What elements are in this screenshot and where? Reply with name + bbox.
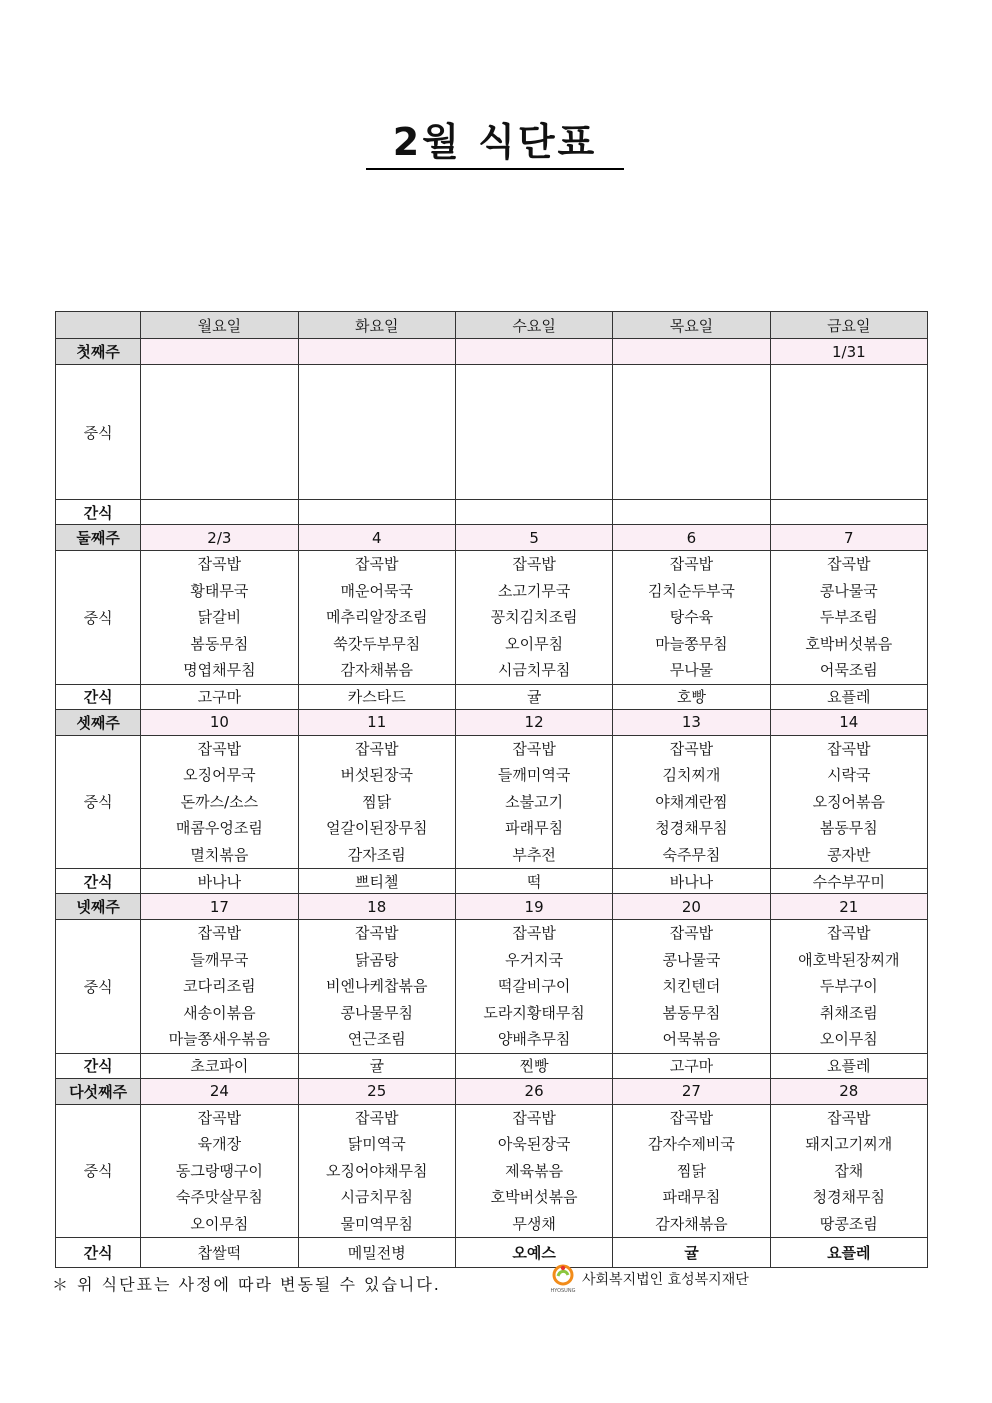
- lunch-cell: [141, 365, 298, 500]
- menu-item: 도라지황태무침: [483, 1003, 585, 1022]
- date-cell: [455, 339, 612, 365]
- lunch-label: 중식: [56, 551, 141, 685]
- lunch-cell: [613, 735, 770, 869]
- day-header-mon: 월요일: [141, 312, 298, 339]
- menu-item: 잡곡밥: [827, 924, 871, 942]
- menu-item: 잡곡밥: [512, 1108, 556, 1127]
- date-cell: 10: [141, 709, 298, 735]
- menu-item: 야채계란찜: [655, 792, 728, 811]
- menu-item: 애호박된장찌개: [798, 950, 900, 969]
- menu-item: 마늘쫑새우볶음: [168, 1030, 271, 1048]
- snack-cell: [613, 500, 770, 525]
- week-row: [56, 1078, 928, 1104]
- menu-item: 잡곡밥: [512, 739, 556, 758]
- lunch-label: 중식: [56, 365, 141, 500]
- menu-item: 돼지고기찌개: [805, 1135, 893, 1153]
- date-cell: 27: [613, 1078, 770, 1104]
- lunch-cell: [455, 735, 612, 869]
- day-header-thu: 목요일: [613, 312, 770, 339]
- menu-item: 잡채: [834, 1161, 864, 1180]
- menu-item: 파래무침: [505, 819, 564, 837]
- menu-item: 마늘쫑무침: [655, 634, 728, 653]
- lunch-cell: [141, 735, 298, 869]
- lunch-cell: [770, 365, 927, 500]
- menu-item: 아욱된장국: [497, 1135, 571, 1153]
- menu-item: 잡곡밥: [354, 924, 399, 942]
- snack-row: [56, 869, 928, 894]
- date-cell: 20: [613, 894, 770, 920]
- menu-item: 오징어야채무침: [326, 1161, 428, 1180]
- snack-cell: 수수부꾸미: [770, 869, 927, 894]
- menu-item: 잡곡밥: [197, 1108, 242, 1127]
- menu-item: 매콤우엉조림: [175, 819, 263, 837]
- date-cell: 26: [455, 1078, 612, 1104]
- snack-cell: 카스타드: [298, 684, 455, 709]
- lunch-row: [56, 1104, 928, 1238]
- menu-item: 육개장: [197, 1135, 242, 1153]
- date-cell: [613, 339, 770, 365]
- menu-item: 봄동무침: [190, 634, 249, 653]
- snack-cell: 메밀전병: [298, 1238, 455, 1268]
- menu-item: 봄동무침: [819, 819, 878, 837]
- snack-cell: 요플레: [770, 1238, 927, 1268]
- menu-item: 콩나물국: [819, 581, 878, 600]
- organization-name: 사회복지법인 효성복지재단: [582, 1272, 749, 1288]
- menu-table: [55, 311, 928, 1268]
- menu-item: 호박버섯볶음: [805, 634, 893, 653]
- date-cell: 14: [770, 709, 927, 735]
- menu-item: 잡곡밥: [354, 555, 399, 573]
- snack-label: 간식: [56, 684, 141, 709]
- date-cell: 11: [298, 709, 455, 735]
- date-cell: 24: [141, 1078, 298, 1104]
- lunch-cell: [298, 920, 455, 1054]
- lunch-label: 중식: [56, 920, 141, 1054]
- menu-item: 찜닭: [676, 1161, 706, 1180]
- date-cell: 19: [455, 894, 612, 920]
- menu-item: 감자채볶음: [655, 1214, 728, 1233]
- page-title: [366, 118, 624, 170]
- menu-item: 파래무침: [662, 1188, 721, 1206]
- date-cell: 12: [455, 709, 612, 735]
- menu-item: 시금치무침: [340, 1188, 413, 1206]
- lunch-cell: [141, 551, 298, 685]
- day-header-tue: 화요일: [298, 312, 455, 339]
- menu-item: 두부구이: [819, 977, 878, 995]
- date-cell: 6: [613, 525, 770, 551]
- menu-item: 새송이볶음: [183, 1003, 256, 1022]
- week-label: 둘째주: [56, 525, 141, 551]
- lunch-cell: [455, 1104, 612, 1238]
- menu-item: 닭곰탕: [354, 950, 399, 969]
- menu-item: 돈까스/소스: [180, 792, 259, 811]
- lunch-label: 중식: [56, 735, 141, 869]
- snack-cell: 찐빵: [455, 1053, 612, 1078]
- lunch-cell: [141, 1104, 298, 1238]
- lunch-cell: [613, 1104, 770, 1238]
- menu-item: 닭갈비: [197, 608, 242, 626]
- lunch-row: [56, 735, 928, 869]
- day-header-fri: 금요일: [770, 312, 927, 339]
- menu-item: 들깨미역국: [497, 766, 571, 784]
- week-row: [56, 525, 928, 551]
- menu-item: 오징어무국: [183, 766, 256, 784]
- date-cell: 25: [298, 1078, 455, 1104]
- menu-item: 치킨텐더: [662, 977, 721, 995]
- snack-row: [56, 684, 928, 709]
- menu-item: 찜닭: [362, 792, 392, 811]
- snack-cell: 요플레: [770, 1053, 927, 1078]
- snack-row: [56, 1053, 928, 1078]
- snack-label: 간식: [56, 869, 141, 894]
- snack-cell: 귤: [455, 684, 612, 709]
- hyosung-logo-icon: [550, 1264, 576, 1294]
- menu-item: 김치순두부국: [647, 581, 735, 600]
- page-title-text: 2월 식단표: [392, 120, 598, 164]
- lunch-cell: [141, 920, 298, 1054]
- lunch-row: [56, 365, 928, 500]
- week-label: 다섯째주: [56, 1078, 141, 1104]
- header-row: [56, 312, 928, 339]
- menu-item: 떡갈비구이: [497, 977, 571, 995]
- date-cell: [141, 339, 298, 365]
- menu-item: 김치찌개: [662, 766, 721, 784]
- date-cell: 17: [141, 894, 298, 920]
- lunch-row: [56, 551, 928, 685]
- snack-cell: 쁘티첼: [298, 869, 455, 894]
- menu-item: 어묵조림: [819, 661, 878, 679]
- snack-cell: 떡: [455, 869, 612, 894]
- menu-item: 오이무침: [819, 1030, 878, 1048]
- menu-item: 잡곡밥: [197, 924, 242, 942]
- menu-item: 물미역무침: [340, 1214, 413, 1233]
- menu-item: 청경채무침: [812, 1188, 886, 1206]
- snack-cell: 귤: [613, 1238, 770, 1268]
- snack-cell: [455, 500, 612, 525]
- date-cell: 7: [770, 525, 927, 551]
- menu-item: 잡곡밥: [197, 739, 242, 758]
- date-cell: 5: [455, 525, 612, 551]
- lunch-row: [56, 920, 928, 1054]
- date-cell: [298, 339, 455, 365]
- lunch-cell: [770, 735, 927, 869]
- week-row: [56, 339, 928, 365]
- menu-item: 잡곡밥: [512, 555, 556, 573]
- snack-cell: 고구마: [613, 1053, 770, 1078]
- menu-item: 땅콩조림: [819, 1214, 878, 1233]
- menu-item: 잡곡밥: [669, 739, 714, 758]
- lunch-cell: [455, 920, 612, 1054]
- snack-cell: 바나나: [141, 869, 298, 894]
- lunch-cell: [298, 735, 455, 869]
- snack-cell: 귤: [298, 1053, 455, 1078]
- snack-row: [56, 1238, 928, 1268]
- menu-item: 잡곡밥: [827, 739, 871, 758]
- week-label: 셋째주: [56, 709, 141, 735]
- lunch-cell: [455, 551, 612, 685]
- lunch-cell: [613, 551, 770, 685]
- menu-item: 꽁치김치조림: [490, 608, 578, 626]
- menu-item: 시금치무침: [497, 661, 571, 679]
- date-cell: 1/31: [770, 339, 927, 365]
- date-cell: 2/3: [141, 525, 298, 551]
- menu-item: 청경채무침: [655, 819, 728, 837]
- menu-item: 감자조림: [347, 845, 406, 864]
- menu-item: 콩나물국: [662, 950, 721, 969]
- menu-item: 동그랑땡구이: [175, 1161, 263, 1180]
- snack-label: 간식: [56, 1053, 141, 1078]
- lunch-cell: [770, 551, 927, 685]
- menu-item: 봄동무침: [662, 1003, 721, 1022]
- menu-item: 오이무침: [190, 1214, 249, 1233]
- menu-item: 잡곡밥: [512, 924, 556, 942]
- menu-item: 멸치볶음: [190, 845, 249, 864]
- menu-item: 닭미역국: [347, 1135, 406, 1153]
- menu-item: 시락국: [827, 766, 871, 784]
- snack-label: 간식: [56, 1238, 141, 1268]
- menu-item: 잡곡밥: [197, 555, 242, 573]
- menu-item: 소불고기: [505, 792, 564, 811]
- menu-item: 연근조림: [347, 1030, 406, 1048]
- lunch-cell: [770, 1104, 927, 1238]
- menu-item: 소고기무국: [497, 581, 571, 600]
- snack-cell: [298, 500, 455, 525]
- menu-item: 황태무국: [190, 581, 249, 600]
- snack-cell: 고구마: [141, 684, 298, 709]
- menu-item: 두부조림: [819, 608, 878, 626]
- snack-cell: 오예스: [455, 1238, 612, 1268]
- snack-label: 간식: [56, 500, 141, 525]
- menu-item: 무생채: [512, 1214, 556, 1233]
- snack-cell: 호빵: [613, 684, 770, 709]
- corner-cell: [56, 312, 141, 339]
- snack-cell: 요플레: [770, 684, 927, 709]
- date-cell: 13: [613, 709, 770, 735]
- week-row: [56, 894, 928, 920]
- date-cell: 18: [298, 894, 455, 920]
- menu-item: 잡곡밥: [354, 1108, 399, 1127]
- menu-item: 콩나물무침: [340, 1003, 413, 1022]
- menu-item: 잡곡밥: [669, 1108, 714, 1127]
- snack-cell: 바나나: [613, 869, 770, 894]
- menu-item: 명엽채무침: [183, 661, 256, 679]
- lunch-cell: [298, 551, 455, 685]
- lunch-cell: [613, 920, 770, 1054]
- snack-cell: 찹쌀떡: [141, 1238, 298, 1268]
- menu-item: 숙주무침: [662, 845, 721, 864]
- menu-item: 우거지국: [505, 950, 564, 969]
- menu-item: 호박버섯볶음: [490, 1188, 578, 1206]
- menu-item: 숙주맛살무침: [175, 1188, 263, 1206]
- menu-item: 매운어묵국: [340, 581, 413, 600]
- snack-cell: 초코파이: [141, 1053, 298, 1078]
- menu-item: 비엔나케찹볶음: [326, 977, 428, 995]
- lunch-cell: [613, 365, 770, 500]
- menu-item: 오이무침: [505, 634, 564, 653]
- menu-item: 메추리알장조림: [326, 608, 428, 626]
- lunch-cell: [455, 365, 612, 500]
- organization-mark: [550, 1262, 749, 1296]
- menu-item: 잡곡밥: [827, 555, 871, 573]
- menu-item: 부추전: [512, 845, 556, 864]
- lunch-label: 중식: [56, 1104, 141, 1238]
- menu-item: 콩자반: [827, 845, 871, 864]
- lunch-cell: [298, 365, 455, 500]
- menu-item: 들깨무국: [190, 950, 249, 969]
- day-header-wed: 수요일: [455, 312, 612, 339]
- date-cell: 28: [770, 1078, 927, 1104]
- menu-item: 무나물: [669, 661, 714, 679]
- menu-item: 잡곡밥: [669, 555, 714, 573]
- date-cell: 21: [770, 894, 927, 920]
- snack-cell: [770, 500, 927, 525]
- menu-item: 쑥갓두부무침: [333, 634, 421, 653]
- menu-item: 감자수제비국: [647, 1135, 735, 1153]
- menu-item: 잡곡밥: [669, 924, 714, 942]
- menu-item: 코다리조림: [183, 977, 256, 995]
- snack-cell: [141, 500, 298, 525]
- svg-text:HYOSUNG: HYOSUNG: [550, 1288, 576, 1294]
- menu-item: 잡곡밥: [827, 1108, 871, 1127]
- lunch-cell: [770, 920, 927, 1054]
- menu-item: 감자채볶음: [340, 661, 413, 679]
- menu-item: 잡곡밥: [354, 739, 399, 758]
- week-label: 첫째주: [56, 339, 141, 365]
- menu-item: 버섯된장국: [340, 766, 413, 784]
- date-cell: 4: [298, 525, 455, 551]
- menu-item: 양배추무침: [497, 1030, 571, 1048]
- week-row: [56, 709, 928, 735]
- menu-item: 탕수육: [669, 608, 714, 626]
- menu-item: 취채조림: [819, 1003, 878, 1022]
- snack-row: [56, 500, 928, 525]
- menu-item: 제육볶음: [505, 1161, 564, 1180]
- lunch-cell: [298, 1104, 455, 1238]
- disclaimer-note: ＊ 위 식단표는 사정에 따라 변동될 수 있습니다.: [52, 1275, 441, 1294]
- menu-item: 어묵볶음: [662, 1030, 721, 1048]
- week-label: 넷째주: [56, 894, 141, 920]
- menu-item: 오징어볶음: [812, 792, 886, 811]
- menu-item: 얼갈이된장무침: [326, 819, 428, 837]
